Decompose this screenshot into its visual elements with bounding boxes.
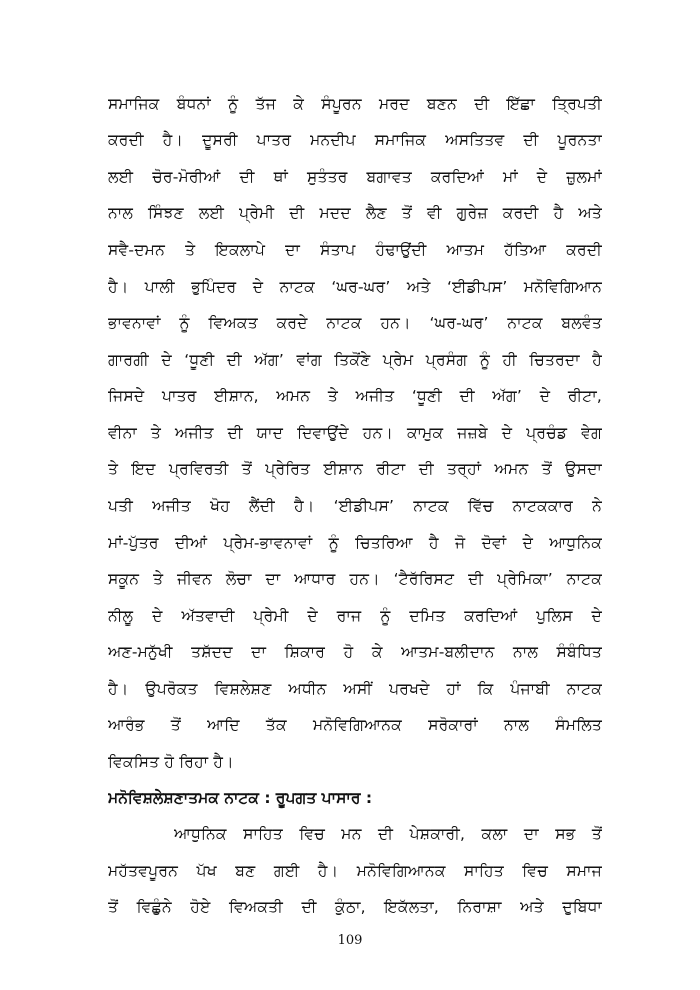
text-line: ਤੋਂ ਵਿਛੁੰਨੇ ਹੋਏ ਵਿਅਕਤੀ ਦੀ ਕੁੰਠਾ, ਇਕੱਲਤਾ, ਨਿਰਾਸ਼ਾ ਅਤੇ ਦੁਬਿਧਾ	[108, 898, 602, 916]
text-line: ਮਾਂ-ਪੁੱਤਰ ਦੀਆਂ ਪ੍ਰੇਮ-ਭਾਵਨਾਵਾਂ ਨੂੰ ਚਿਤਰਿਆ ਹੈ ਜੋ ਦੋਵਾਂ ਦੇ ਆਧੁਨਿਕ	[108, 534, 602, 552]
text-line: ਅਣ-ਮਨੁੱਖੀ ਤਸ਼ੱਦਦ ਦਾ ਸ਼ਿਕਾਰ ਹੋ ਕੇ ਆਤਮ-ਬਲੀਦਾਨ ਨਾਲ ਸੰਬੰਧਿਤ	[108, 643, 602, 661]
text-line: ਕਰਦੀ ਹੈ। ਦੂਸਰੀ ਪਾਤਰ ਮਨਦੀਪ ਸਮਾਜਿਕ ਅਸਤਿਤਵ ਦੀ ਪੂਰਨਤਾ	[108, 131, 602, 149]
text-line: ਸਮਾਜਿਕ ਬੰਧਨਾਂ ਨੂੰ ਤੱਜ ਕੇ ਸੰਪੂਰਨ ਮਰਦ ਬਣਨ ਦੀ ਇੱਛਾ ਤ੍ਰਿਪਤੀ	[108, 95, 602, 113]
text-line: ਸਕੂਨ ਤੇ ਜੀਵਨ ਲੋਚਾ ਦਾ ਆਧਾਰ ਹਨ। ‘ਟੈਰੱਰਿਸਟ ਦੀ ਪ੍ਰੇਮਿਕਾ’ ਨਾਟਕ	[108, 570, 602, 588]
text-line: ਤੇ ਇਦ ਪ੍ਰਵਿਰਤੀ ਤੋਂ ਪ੍ਰੇਰਿਤ ਈਸ਼ਾਨ ਰੀਟਾ ਦੀ ਤਰ੍ਹਾਂ ਅਮਨ ਤੋਂ ਉਸਦਾ	[108, 460, 602, 478]
text-line: ਭਾਵਨਾਵਾਂ ਨੂੰ ਵਿਅਕਤ ਕਰਦੇ ਨਾਟਕ ਹਨ। ‘ਘਰ-ਘਰ’ ਨਾਟਕ ਬਲਵੰਤ	[108, 314, 602, 332]
text-line: ਸਵੈ-ਦਮਨ ਤੇ ਇਕਲਾਪੇ ਦਾ ਸੰਤਾਪ ਹੰਢਾਉਂਦੀ ਆਤਮ ਹੱਤਿਆ ਕਰਦੀ	[108, 241, 602, 259]
text-line: ਵੀਨਾ ਤੇ ਅਜੀਤ ਦੀ ਯਾਦ ਦਿਵਾਉਂਦੇ ਹਨ। ਕਾਮੁਕ ਜਜ਼ਬੇ ਦੇ ਪ੍ਰਚੰਡ ਵੇਗ	[108, 424, 602, 442]
text-line: ਪਤੀ ਅਜੀਤ ਖੋਹ ਲੈਂਦੀ ਹੈ। ‘ਈਡੀਪਸ’ ਨਾਟਕ ਵਿੱਚ ਨਾਟਕਕਾਰ ਨੇ	[108, 497, 602, 515]
page-number: 109	[337, 933, 363, 948]
text-line: ਆਧੁਨਿਕ ਸਾਹਿਤ ਵਿਚ ਮਨ ਦੀ ਪੇਸ਼ਕਾਰੀ, ਕਲਾ ਦਾ ਸਭ ਤੋਂ	[174, 825, 602, 843]
text-line: ਗਾਰਗੀ ਦੇ ‘ਧੂਣੀ ਦੀ ਅੱਗ’ ਵਾਂਗ ਤਿਕੋਂਣੇ ਪ੍ਰੇਮ ਪ੍ਰਸੰਗ ਨੂੰ ਹੀ ਚਿਤਰਦਾ ਹੈ	[108, 351, 602, 369]
text-line: ਨੀਲੂ ਦੇ ਅੱਤਵਾਦੀ ਪ੍ਰੇਮੀ ਦੇ ਰਾਜ ਨੂੰ ਦਮਿਤ ਕਰਦਿਆਂ ਪੁਲਿਸ ਦੇ	[108, 607, 602, 625]
text-line: ਵਿਕਸਿਤ ਹੋ ਰਿਹਾ ਹੈ।	[108, 753, 234, 771]
section-heading: ਮਨੋਵਿਸ਼ਲੇਸ਼ਣਾਤਮਕ ਨਾਟਕ : ਰੂਪਗਤ ਪਾਸਾਰ :	[108, 789, 373, 807]
text-line: ਹੈ। ਉਪਰੋਕਤ ਵਿਸ਼ਲੇਸ਼ਣ ਅਧੀਨ ਅਸੀਂ ਪਰਖਦੇ ਹਾਂ ਕਿ ਪੰਜਾਬੀ ਨਾਟਕ	[108, 680, 602, 698]
text-line: ਲਈ ਚੋਰ-ਮੋਰੀਆਂ ਦੀ ਥਾਂ ਸੁਤੰਤਰ ਬਗਾਵਤ ਕਰਦਿਆਂ ਮਾਂ ਦੇ ਜ਼ੁਲਮਾਂ	[108, 168, 602, 186]
text-line: ਹੈ। ਪਾਲੀ ਭੁਪਿੰਦਰ ਦੇ ਨਾਟਕ ‘ਘਰ-ਘਰ’ ਅਤੇ ‘ਈਡੀਪਸ’ ਮਨੋਵਿਗਿਆਨ	[108, 278, 602, 296]
text-line: ਨਾਲ ਸਿੰਝਣ ਲਈ ਪ੍ਰੇਮੀ ਦੀ ਮਦਦ ਲੈਣ ਤੋਂ ਵੀ ਗੁਰੇਜ਼ ਕਰਦੀ ਹੈ ਅਤੇ	[108, 204, 602, 222]
text-line: ਜਿਸਦੇ ਪਾਤਰ ਈਸ਼ਾਨ, ਅਮਨ ਤੇ ਅਜੀਤ ‘ਧੂਣੀ ਦੀ ਅੱਗ’ ਦੇ ਰੀਟਾ,	[108, 387, 602, 405]
text-line: ਆਰੰਭ ਤੋਂ ਆਦਿ ਤੱਕ ਮਨੋਵਿਗਿਆਨਕ ਸਰੋਕਾਰਾਂ ਨਾਲ ਸੰਮਲਿਤ	[108, 716, 602, 734]
text-line: ਮਹੱਤਵਪੂਰਨ ਪੱਖ ਬਣ ਗਈ ਹੈ। ਮਨੋਵਿਗਿਆਨਕ ਸਾਹਿਤ ਵਿਚ ਸਮਾਜ	[108, 862, 602, 880]
